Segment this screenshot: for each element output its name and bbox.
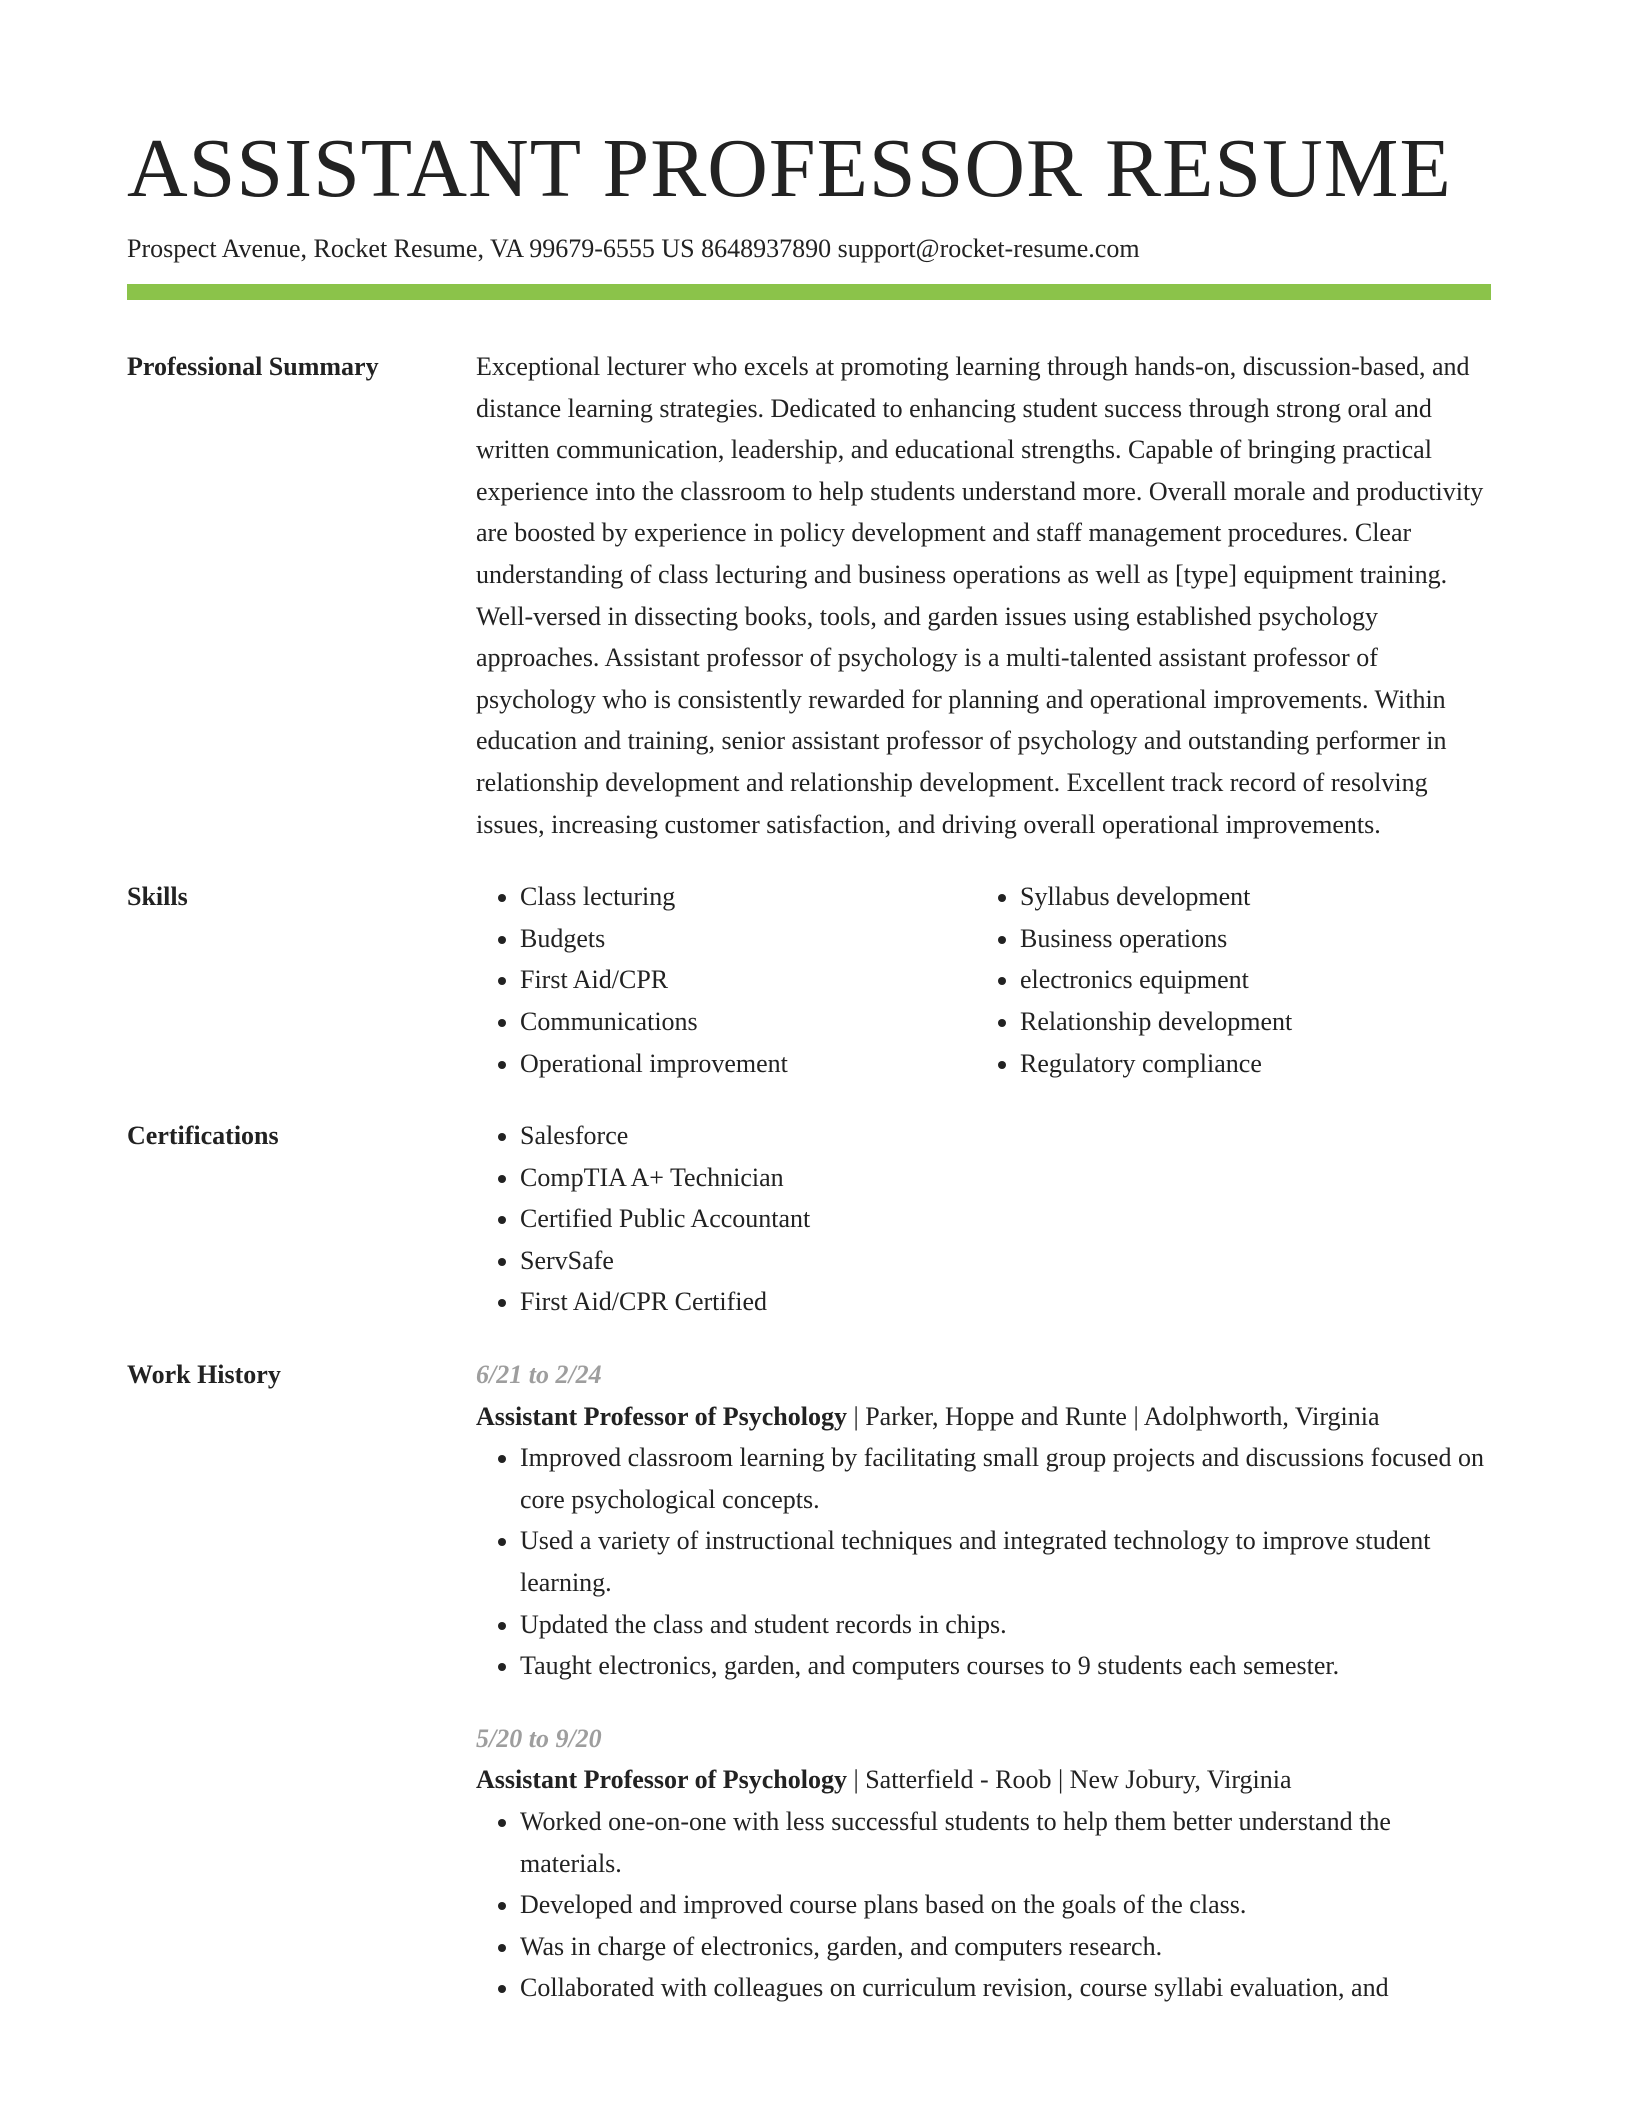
summary-text: Exceptional lecturer who excels at promoting learning through hands-on, discussion-based, and distance learning strategies. Dedicated to enhancing student success through strong oral and written communication, leadership, and educational strengths. Capable of bringing practical experience into the classroom to help students understand more. Overall morale and productivity are boosted by experience in policy development and staff management procedures. Clear understanding of class lecturing and business operations as well as [type] equipment training. Well-versed in dissecting books, tools, and garden issues using established psychology approaches. Assistant professor of psychology is a multi-talented assistant professor of psychology who is consistently rewarded for planning and operational improvements. Within education and training, senior assistant professor of psychology and outstanding performer in relationship development and relationship development. Excellent track record of resolving issues, increasing customer satisfaction, and driving overall operational improvements.: [476, 352, 1484, 839]
job-bullets: [476, 1437, 1491, 1687]
skills-grid: [476, 876, 1491, 1084]
summary-section: [127, 346, 1491, 845]
job-bullet: • Developed and improved course plans based on the goals of the class.: [520, 1884, 1491, 1926]
job-entry: [476, 1718, 1491, 2009]
job-bullet: • Worked one-on-one with less successful students to help them better understand the materials.: [520, 1801, 1491, 1884]
job-employer-location: | Parker, Hoppe and Runte | Adolphworth, Virginia: [846, 1401, 1380, 1431]
skill-item: • Syllabus development: [1020, 876, 1476, 918]
skill-item: • Business operations: [1020, 918, 1476, 960]
job-bullets: [476, 1801, 1491, 2009]
work-history-section: [127, 1354, 1491, 2009]
job-employer-location: | Satterfield - Roob | New Jobury, Virginia: [846, 1765, 1292, 1795]
certification-item: • Certified Public Accountant: [520, 1198, 1491, 1240]
job-bullet: • Was in charge of electronics, garden, and computers research.: [520, 1926, 1491, 1968]
job-dates: 6/21 to 2/24: [476, 1360, 602, 1390]
job-bullet: • Collaborated with colleagues on curriculum revision, course syllabi evaluation, and: [520, 1967, 1491, 2009]
certification-item: • First Aid/CPR Certified: [520, 1281, 1491, 1323]
job-heading: [476, 1759, 1491, 1801]
job-bullet: • Updated the class and student records in chips.: [520, 1604, 1491, 1646]
certifications-section: [127, 1115, 1491, 1323]
certification-item: • Salesforce: [520, 1115, 1491, 1157]
skills-column-right: [976, 876, 1476, 1084]
resume-title: ASSISTANT PROFESSOR RESUME: [127, 122, 1452, 215]
skill-item: • Budgets: [520, 918, 976, 960]
job-bullet: • Used a variety of instructional techniques and integrated technology to improve student learning.: [520, 1520, 1491, 1603]
contact-line: Prospect Avenue, Rocket Resume, VA 99679-6555 US 8648937890 support@rocket-resume.com: [127, 234, 1140, 263]
skill-item: • Regulatory compliance: [1020, 1043, 1476, 1085]
skills-column-left: [476, 876, 976, 1084]
section-label-summary: Professional Summary: [127, 352, 379, 381]
resume-page: [127, 0, 1491, 2009]
accent-divider: [127, 284, 1491, 300]
job-title: Assistant Professor of Psychology: [476, 1765, 847, 1795]
skill-item: • Operational improvement: [520, 1043, 976, 1085]
skill-item: • Communications: [520, 1001, 976, 1043]
job-bullet: • Improved classroom learning by facilitating small group projects and discussions focused on core psychological concepts.: [520, 1437, 1491, 1520]
certification-item: • CompTIA A+ Technician: [520, 1157, 1491, 1199]
job-entry: [476, 1354, 1491, 1687]
job-bullet: • Taught electronics, garden, and computers courses to 9 students each semester.: [520, 1645, 1491, 1687]
section-label-certifications: Certifications: [127, 1121, 279, 1151]
job-dates: 5/20 to 9/20: [476, 1723, 602, 1753]
skills-section: [127, 876, 1491, 1084]
skill-item: • electronics equipment: [1020, 959, 1476, 1001]
skill-item: • First Aid/CPR: [520, 959, 976, 1001]
certifications-list: [476, 1115, 1491, 1323]
certification-item: • ServSafe: [520, 1240, 1491, 1282]
section-label-work-history: Work History: [127, 1360, 281, 1390]
skill-item: • Class lecturing: [520, 876, 976, 918]
section-label-skills: Skills: [127, 882, 188, 912]
job-heading: [476, 1396, 1491, 1438]
job-title: Assistant Professor of Psychology: [476, 1401, 847, 1431]
work-history-entries: [476, 1354, 1491, 2009]
skill-item: • Relationship development: [1020, 1001, 1476, 1043]
